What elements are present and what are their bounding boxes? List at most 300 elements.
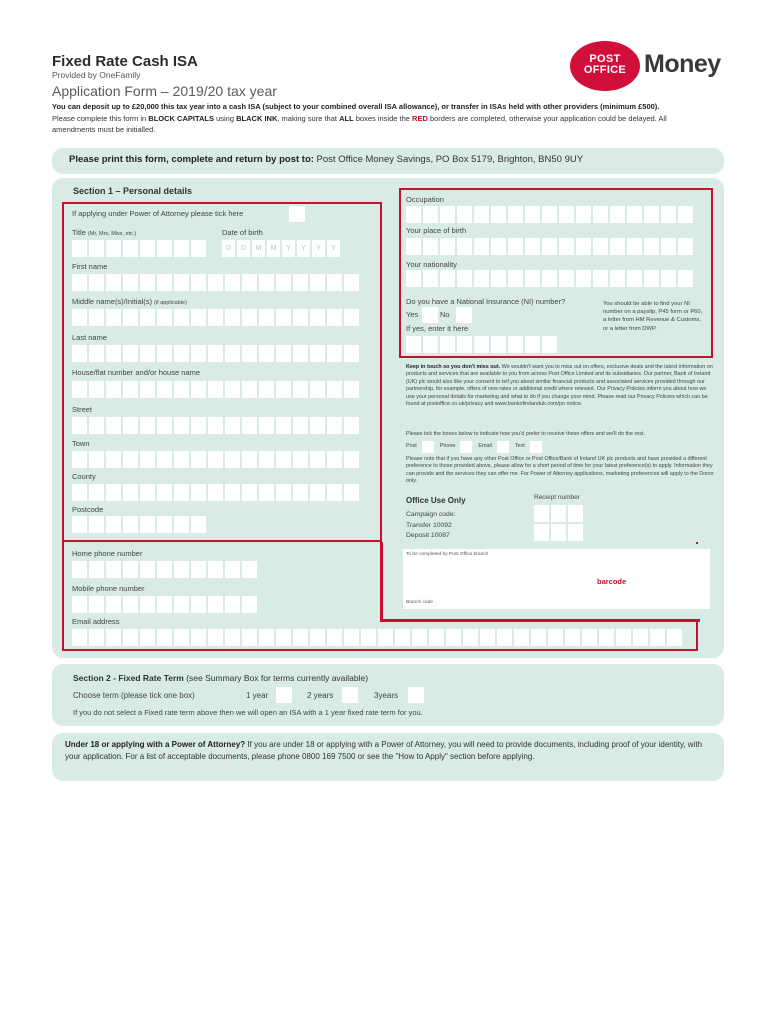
- character-box[interactable]: [72, 561, 87, 578]
- mobile-phone-field[interactable]: [72, 596, 257, 613]
- character-box[interactable]: [174, 274, 189, 291]
- character-box[interactable]: [361, 629, 376, 646]
- character-box[interactable]: [157, 274, 172, 291]
- character-box[interactable]: [225, 381, 240, 398]
- contact-post-checkbox[interactable]: [422, 441, 434, 453]
- character-box[interactable]: [157, 451, 172, 468]
- dob-character-box[interactable]: Y: [327, 240, 340, 257]
- character-box[interactable]: [123, 274, 138, 291]
- character-box[interactable]: [593, 206, 608, 223]
- character-box[interactable]: [225, 417, 240, 434]
- character-box[interactable]: [644, 238, 659, 255]
- character-box[interactable]: [157, 309, 172, 326]
- character-box[interactable]: [551, 505, 566, 522]
- place-of-birth-field[interactable]: [406, 238, 693, 255]
- character-box[interactable]: [123, 484, 138, 501]
- keep-in-touch-heading: Keep in touch so you don't miss out.: [406, 364, 501, 370]
- character-box[interactable]: [259, 381, 274, 398]
- character-box[interactable]: [259, 417, 274, 434]
- character-box[interactable]: [276, 629, 291, 646]
- character-box[interactable]: [157, 516, 172, 533]
- character-box[interactable]: [208, 629, 223, 646]
- character-box[interactable]: [242, 484, 257, 501]
- character-box[interactable]: [565, 629, 580, 646]
- character-box[interactable]: [276, 345, 291, 362]
- character-box[interactable]: [191, 484, 206, 501]
- character-box[interactable]: [491, 336, 506, 353]
- character-box[interactable]: [310, 309, 325, 326]
- character-box[interactable]: [525, 336, 540, 353]
- character-box[interactable]: [395, 629, 410, 646]
- character-box[interactable]: [191, 516, 206, 533]
- character-box[interactable]: [542, 238, 557, 255]
- character-box[interactable]: [576, 270, 591, 287]
- character-box[interactable]: [72, 516, 87, 533]
- character-box[interactable]: [534, 524, 549, 541]
- character-box[interactable]: [208, 561, 223, 578]
- home-phone-field[interactable]: [72, 561, 257, 578]
- dob-character-box[interactable]: D: [237, 240, 250, 257]
- character-box[interactable]: [542, 336, 557, 353]
- character-box[interactable]: [457, 336, 472, 353]
- character-box[interactable]: [440, 238, 455, 255]
- postcode-field[interactable]: [72, 516, 206, 533]
- character-box[interactable]: [72, 417, 87, 434]
- character-box[interactable]: [72, 274, 87, 291]
- character-box[interactable]: [423, 336, 438, 353]
- dob-character-box[interactable]: M: [252, 240, 265, 257]
- character-box[interactable]: [106, 596, 121, 613]
- character-box[interactable]: [259, 345, 274, 362]
- county-field[interactable]: [72, 484, 359, 501]
- character-box[interactable]: [208, 417, 223, 434]
- character-box[interactable]: [72, 629, 87, 646]
- character-box[interactable]: [89, 561, 104, 578]
- character-box[interactable]: [582, 629, 597, 646]
- character-box[interactable]: [157, 596, 172, 613]
- character-box[interactable]: [327, 274, 342, 291]
- character-box[interactable]: [123, 596, 138, 613]
- character-box[interactable]: [242, 596, 257, 613]
- character-box[interactable]: [327, 417, 342, 434]
- character-box[interactable]: [310, 381, 325, 398]
- character-box[interactable]: [106, 417, 121, 434]
- character-box[interactable]: [542, 270, 557, 287]
- character-box[interactable]: [242, 309, 257, 326]
- character-box[interactable]: [242, 381, 257, 398]
- character-box[interactable]: [157, 561, 172, 578]
- character-box[interactable]: [123, 516, 138, 533]
- ni-no-checkbox[interactable]: [456, 307, 472, 323]
- document-title: Fixed Rate Cash ISA: [52, 53, 198, 70]
- character-box[interactable]: [293, 274, 308, 291]
- character-box[interactable]: [140, 516, 155, 533]
- character-box[interactable]: [89, 345, 104, 362]
- character-box[interactable]: [157, 417, 172, 434]
- character-box[interactable]: [242, 274, 257, 291]
- character-box[interactable]: [310, 417, 325, 434]
- character-box[interactable]: [191, 345, 206, 362]
- character-box[interactable]: [610, 270, 625, 287]
- character-box[interactable]: [310, 629, 325, 646]
- character-box[interactable]: [293, 629, 308, 646]
- required-border-divider: [380, 542, 383, 622]
- character-box[interactable]: [123, 381, 138, 398]
- character-box[interactable]: [174, 516, 189, 533]
- character-box[interactable]: [457, 238, 472, 255]
- character-box[interactable]: [123, 309, 138, 326]
- character-box[interactable]: [89, 451, 104, 468]
- character-box[interactable]: [576, 238, 591, 255]
- character-box[interactable]: [174, 561, 189, 578]
- character-box[interactable]: [106, 345, 121, 362]
- term-1-year-checkbox[interactable]: [276, 687, 292, 703]
- character-box[interactable]: [174, 596, 189, 613]
- character-box[interactable]: [106, 561, 121, 578]
- character-box[interactable]: [174, 484, 189, 501]
- character-box[interactable]: [89, 309, 104, 326]
- character-box[interactable]: [106, 451, 121, 468]
- character-box[interactable]: [106, 516, 121, 533]
- character-box[interactable]: [593, 238, 608, 255]
- character-box[interactable]: [378, 629, 393, 646]
- barcode-placeholder: barcode: [597, 577, 627, 586]
- character-box[interactable]: [225, 561, 240, 578]
- dob-character-box[interactable]: Y: [282, 240, 295, 257]
- character-box[interactable]: [259, 274, 274, 291]
- character-box[interactable]: [310, 451, 325, 468]
- character-box[interactable]: [157, 629, 172, 646]
- character-box[interactable]: [480, 629, 495, 646]
- character-box[interactable]: [327, 345, 342, 362]
- character-box[interactable]: [191, 629, 206, 646]
- character-box[interactable]: [627, 206, 642, 223]
- character-box[interactable]: [276, 484, 291, 501]
- character-box[interactable]: [293, 484, 308, 501]
- character-box[interactable]: [293, 345, 308, 362]
- character-box[interactable]: [140, 451, 155, 468]
- character-box[interactable]: [174, 629, 189, 646]
- character-box[interactable]: [491, 206, 506, 223]
- character-box[interactable]: [599, 629, 614, 646]
- character-box[interactable]: [344, 274, 359, 291]
- character-box[interactable]: [72, 345, 87, 362]
- character-box[interactable]: [534, 505, 549, 522]
- character-box[interactable]: [633, 629, 648, 646]
- contact-phone-checkbox[interactable]: [460, 441, 472, 453]
- character-box[interactable]: [406, 270, 421, 287]
- power-of-attorney-checkbox[interactable]: [289, 206, 305, 222]
- character-box[interactable]: [89, 381, 104, 398]
- receipt-number-field[interactable]: [534, 505, 586, 541]
- character-box[interactable]: [310, 345, 325, 362]
- character-box[interactable]: [327, 629, 342, 646]
- character-box[interactable]: [72, 451, 87, 468]
- character-box[interactable]: [559, 206, 574, 223]
- house-field[interactable]: [72, 381, 359, 398]
- character-box[interactable]: [310, 274, 325, 291]
- character-box[interactable]: [259, 451, 274, 468]
- character-box[interactable]: [514, 629, 529, 646]
- character-box[interactable]: [106, 274, 121, 291]
- character-box[interactable]: [208, 484, 223, 501]
- character-box[interactable]: [191, 381, 206, 398]
- character-box[interactable]: [525, 206, 540, 223]
- character-box[interactable]: [208, 451, 223, 468]
- default-term-note: If you do not select a Fixed rate term above then we will open an ISA with a 1 year fixed rate term for you.: [73, 708, 423, 717]
- character-box[interactable]: [123, 451, 138, 468]
- character-box[interactable]: [140, 381, 155, 398]
- place-of-birth-label: Your place of birth: [406, 226, 467, 235]
- character-box[interactable]: [406, 336, 421, 353]
- character-box[interactable]: [344, 309, 359, 326]
- character-box[interactable]: [568, 505, 583, 522]
- character-box[interactable]: [157, 345, 172, 362]
- character-box[interactable]: [293, 309, 308, 326]
- character-box[interactable]: [276, 417, 291, 434]
- character-box[interactable]: [242, 629, 257, 646]
- character-box[interactable]: [525, 270, 540, 287]
- character-box[interactable]: [191, 274, 206, 291]
- character-box[interactable]: [191, 417, 206, 434]
- character-box[interactable]: [174, 309, 189, 326]
- character-box[interactable]: [678, 270, 693, 287]
- dob-character-box[interactable]: Y: [297, 240, 310, 257]
- character-box[interactable]: [446, 629, 461, 646]
- middle-names-label: [72, 297, 187, 306]
- nationality-field[interactable]: [406, 270, 693, 287]
- character-box[interactable]: [123, 629, 138, 646]
- character-box[interactable]: [225, 345, 240, 362]
- character-box[interactable]: [72, 381, 87, 398]
- character-box[interactable]: [463, 629, 478, 646]
- character-box[interactable]: [327, 484, 342, 501]
- character-box[interactable]: [259, 629, 274, 646]
- character-box[interactable]: [106, 629, 121, 646]
- character-box[interactable]: [242, 451, 257, 468]
- character-box[interactable]: [140, 596, 155, 613]
- character-box[interactable]: [406, 238, 421, 255]
- character-box[interactable]: [208, 596, 223, 613]
- character-box[interactable]: [276, 274, 291, 291]
- character-box[interactable]: [208, 345, 223, 362]
- character-box[interactable]: [474, 336, 489, 353]
- character-box[interactable]: [89, 417, 104, 434]
- character-box[interactable]: [610, 206, 625, 223]
- character-box[interactable]: [123, 561, 138, 578]
- character-box[interactable]: [644, 206, 659, 223]
- character-box[interactable]: [225, 274, 240, 291]
- intro-text: [52, 101, 712, 136]
- character-box[interactable]: [225, 484, 240, 501]
- email-field[interactable]: [72, 629, 682, 646]
- character-box[interactable]: [344, 484, 359, 501]
- first-name-field[interactable]: [72, 274, 359, 291]
- character-box[interactable]: [423, 270, 438, 287]
- character-box[interactable]: [576, 206, 591, 223]
- character-box[interactable]: [344, 381, 359, 398]
- character-box[interactable]: [310, 484, 325, 501]
- character-box[interactable]: [548, 629, 563, 646]
- character-box[interactable]: [89, 596, 104, 613]
- character-box[interactable]: [72, 484, 87, 501]
- character-box[interactable]: [208, 274, 223, 291]
- occupation-label: Occupation: [406, 195, 444, 204]
- character-box[interactable]: [508, 336, 523, 353]
- dob-field[interactable]: [222, 240, 340, 257]
- character-box[interactable]: [559, 238, 574, 255]
- title-label-text: Title: [72, 228, 86, 237]
- contact-text-checkbox[interactable]: [530, 441, 542, 453]
- character-box[interactable]: [174, 345, 189, 362]
- character-box[interactable]: [242, 417, 257, 434]
- term-3-years-checkbox[interactable]: [408, 687, 424, 703]
- character-box[interactable]: [344, 451, 359, 468]
- character-box[interactable]: [627, 238, 642, 255]
- character-box[interactable]: [661, 206, 676, 223]
- ni-yes-checkbox[interactable]: [422, 307, 438, 323]
- character-box[interactable]: [208, 381, 223, 398]
- character-box[interactable]: [508, 238, 523, 255]
- character-box[interactable]: [140, 417, 155, 434]
- character-box[interactable]: [457, 206, 472, 223]
- character-box[interactable]: [593, 270, 608, 287]
- character-box[interactable]: [497, 629, 512, 646]
- character-box[interactable]: [191, 596, 206, 613]
- character-box[interactable]: [474, 238, 489, 255]
- character-box[interactable]: [661, 270, 676, 287]
- character-box[interactable]: [174, 417, 189, 434]
- character-box[interactable]: [191, 561, 206, 578]
- character-box[interactable]: [72, 596, 87, 613]
- character-box[interactable]: [123, 345, 138, 362]
- character-box[interactable]: [327, 381, 342, 398]
- character-box[interactable]: [293, 381, 308, 398]
- character-box[interactable]: [531, 629, 546, 646]
- occupation-field[interactable]: [406, 206, 693, 223]
- character-box[interactable]: [293, 451, 308, 468]
- character-box[interactable]: [157, 381, 172, 398]
- character-box[interactable]: [89, 516, 104, 533]
- character-box[interactable]: [174, 381, 189, 398]
- last-name-field[interactable]: [72, 345, 359, 362]
- character-box[interactable]: [140, 561, 155, 578]
- character-box[interactable]: [678, 238, 693, 255]
- character-box[interactable]: [259, 309, 274, 326]
- middle-names-field[interactable]: [72, 309, 359, 326]
- character-box[interactable]: [440, 206, 455, 223]
- character-box[interactable]: [627, 270, 642, 287]
- character-box[interactable]: [157, 484, 172, 501]
- title-field[interactable]: [72, 240, 206, 257]
- character-box[interactable]: [225, 451, 240, 468]
- character-box[interactable]: [406, 206, 421, 223]
- character-box[interactable]: [208, 309, 223, 326]
- character-box[interactable]: [440, 270, 455, 287]
- character-box[interactable]: [474, 270, 489, 287]
- character-box[interactable]: [491, 238, 506, 255]
- character-box[interactable]: [174, 451, 189, 468]
- character-box[interactable]: [106, 484, 121, 501]
- required-border-divider: [696, 619, 699, 651]
- character-box[interactable]: [140, 629, 155, 646]
- character-box[interactable]: [123, 417, 138, 434]
- character-box[interactable]: [225, 309, 240, 326]
- character-box[interactable]: [508, 270, 523, 287]
- character-box[interactable]: [610, 238, 625, 255]
- character-box[interactable]: [667, 629, 682, 646]
- character-box[interactable]: [568, 524, 583, 541]
- character-box[interactable]: [191, 451, 206, 468]
- character-box[interactable]: [327, 451, 342, 468]
- character-box[interactable]: [276, 309, 291, 326]
- character-box[interactable]: [140, 345, 155, 362]
- character-box[interactable]: [89, 629, 104, 646]
- character-box[interactable]: [491, 270, 506, 287]
- character-box[interactable]: [423, 238, 438, 255]
- character-box[interactable]: [559, 270, 574, 287]
- dob-character-box[interactable]: M: [267, 240, 280, 257]
- character-box[interactable]: [225, 596, 240, 613]
- character-box[interactable]: [89, 484, 104, 501]
- character-box[interactable]: [429, 629, 444, 646]
- character-box[interactable]: [106, 381, 121, 398]
- character-box[interactable]: [89, 274, 104, 291]
- character-box[interactable]: [259, 484, 274, 501]
- character-box[interactable]: [644, 270, 659, 287]
- character-box[interactable]: [440, 336, 455, 353]
- character-box[interactable]: [650, 629, 665, 646]
- character-box[interactable]: [551, 524, 566, 541]
- character-box[interactable]: [327, 309, 342, 326]
- character-box[interactable]: [616, 629, 631, 646]
- character-box[interactable]: [412, 629, 427, 646]
- character-box[interactable]: [72, 309, 87, 326]
- character-box[interactable]: [276, 381, 291, 398]
- street-field[interactable]: [72, 417, 359, 434]
- character-box[interactable]: [225, 629, 240, 646]
- contact-email-checkbox[interactable]: [497, 441, 509, 453]
- character-box[interactable]: [474, 206, 489, 223]
- character-box[interactable]: [661, 238, 676, 255]
- character-box[interactable]: [242, 345, 257, 362]
- character-box[interactable]: [276, 451, 291, 468]
- character-box[interactable]: [191, 309, 206, 326]
- character-box[interactable]: [423, 206, 438, 223]
- town-field[interactable]: [72, 451, 359, 468]
- contact-phone-label: Phone: [439, 443, 456, 450]
- character-box[interactable]: [344, 629, 359, 646]
- character-box[interactable]: [293, 417, 308, 434]
- character-box[interactable]: [140, 484, 155, 501]
- dob-character-box[interactable]: D: [222, 240, 235, 257]
- character-box[interactable]: [525, 238, 540, 255]
- character-box[interactable]: [140, 309, 155, 326]
- character-box[interactable]: [508, 206, 523, 223]
- character-box[interactable]: [457, 270, 472, 287]
- intro-deposit-line: You can deposit up to £20,000 this tax year into a cash ISA (subject to your combined overall ISA allowance), or transfer in ISAs held with other providers (minimum £500).: [52, 102, 660, 111]
- character-box[interactable]: [106, 309, 121, 326]
- character-box[interactable]: [344, 417, 359, 434]
- dob-character-box[interactable]: Y: [312, 240, 325, 257]
- character-box[interactable]: [344, 345, 359, 362]
- character-box[interactable]: [678, 206, 693, 223]
- ni-number-field[interactable]: [406, 336, 557, 353]
- character-box[interactable]: [242, 561, 257, 578]
- term-2-years-checkbox[interactable]: [342, 687, 358, 703]
- character-box[interactable]: [542, 206, 557, 223]
- character-box[interactable]: [140, 274, 155, 291]
